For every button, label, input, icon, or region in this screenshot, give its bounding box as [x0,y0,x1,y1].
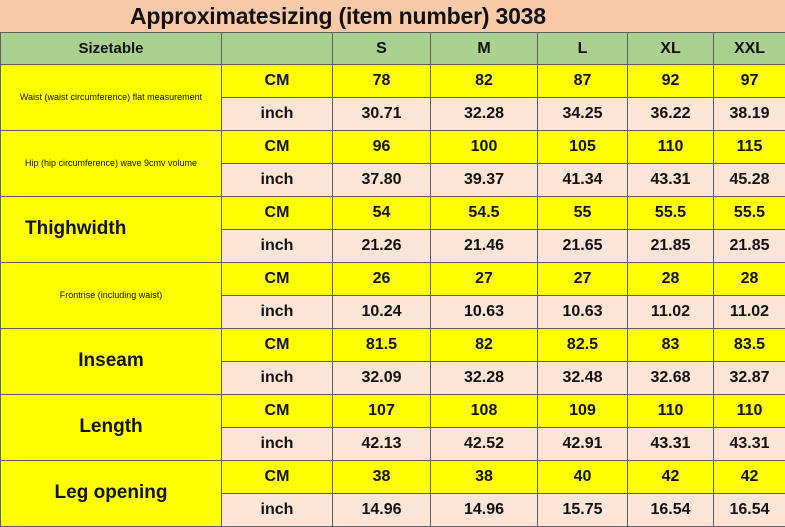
table-row [1,65,785,98]
value-cell: 110 [628,395,714,428]
table-row [1,329,785,362]
value-cell: 28 [714,263,785,296]
measurement-label: Length [1,395,222,461]
value-cell: 21.85 [714,230,785,263]
unit-cell: CM [222,197,333,230]
unit-cell: inch [222,362,333,395]
table-row [1,131,785,164]
value-cell: 42 [628,461,714,494]
size-table-body [1,33,785,527]
value-cell: 115 [714,131,785,164]
value-cell: 96 [333,131,431,164]
unit-cell: inch [222,230,333,263]
header-size-s: S [333,33,431,65]
header-row [1,33,785,65]
value-cell: 16.54 [714,494,785,527]
value-cell: 78 [333,65,431,98]
value-cell: 43.31 [714,428,785,461]
value-cell: 27 [538,263,628,296]
header-unit [222,33,333,65]
header-size-xl: XL [628,33,714,65]
value-cell: 42.52 [431,428,538,461]
value-cell: 109 [538,395,628,428]
value-cell: 11.02 [714,296,785,329]
value-cell: 32.87 [714,362,785,395]
value-cell: 38 [333,461,431,494]
value-cell: 97 [714,65,785,98]
value-cell: 32.48 [538,362,628,395]
value-cell: 34.25 [538,98,628,131]
value-cell: 10.63 [431,296,538,329]
measurement-label: Waist (waist circumference) flat measurement [1,65,222,131]
value-cell: 40 [538,461,628,494]
value-cell: 45.28 [714,164,785,197]
measurement-label: Thighwidth [1,197,222,263]
value-cell: 15.75 [538,494,628,527]
value-cell: 83 [628,329,714,362]
value-cell: 21.26 [333,230,431,263]
value-cell: 54 [333,197,431,230]
unit-cell: CM [222,461,333,494]
value-cell: 38.19 [714,98,785,131]
value-cell: 42.91 [538,428,628,461]
measurement-label: Frontrise (including waist) [1,263,222,329]
value-cell: 42 [714,461,785,494]
value-cell: 81.5 [333,329,431,362]
value-cell: 43.31 [628,164,714,197]
table-row [1,395,785,428]
value-cell: 28 [628,263,714,296]
header-size-m: M [431,33,538,65]
value-cell: 21.46 [431,230,538,263]
value-cell: 21.85 [628,230,714,263]
unit-cell: inch [222,428,333,461]
value-cell: 26 [333,263,431,296]
unit-cell: CM [222,395,333,428]
value-cell: 41.34 [538,164,628,197]
value-cell: 107 [333,395,431,428]
value-cell: 14.96 [333,494,431,527]
value-cell: 82 [431,65,538,98]
unit-cell: CM [222,263,333,296]
value-cell: 92 [628,65,714,98]
value-cell: 55.5 [714,197,785,230]
header-size-l: L [538,33,628,65]
value-cell: 14.96 [431,494,538,527]
value-cell: 83.5 [714,329,785,362]
value-cell: 100 [431,131,538,164]
table-row [1,263,785,296]
value-cell: 36.22 [628,98,714,131]
unit-cell: inch [222,98,333,131]
unit-cell: inch [222,296,333,329]
value-cell: 32.68 [628,362,714,395]
measurement-label: Inseam [1,329,222,395]
header-size-xxl: XXL [714,33,785,65]
measurement-label: Leg opening [1,461,222,527]
value-cell: 54.5 [431,197,538,230]
value-cell: 87 [538,65,628,98]
value-cell: 110 [628,131,714,164]
value-cell: 16.54 [628,494,714,527]
unit-cell: inch [222,494,333,527]
value-cell: 110 [714,395,785,428]
value-cell: 55.5 [628,197,714,230]
value-cell: 30.71 [333,98,431,131]
value-cell: 42.13 [333,428,431,461]
value-cell: 32.28 [431,98,538,131]
value-cell: 10.24 [333,296,431,329]
value-cell: 27 [431,263,538,296]
table-row [1,197,785,230]
table-row [1,461,785,494]
value-cell: 10.63 [538,296,628,329]
value-cell: 21.65 [538,230,628,263]
value-cell: 82 [431,329,538,362]
header-sizetable: Sizetable [1,33,222,65]
value-cell: 11.02 [628,296,714,329]
value-cell: 43.31 [628,428,714,461]
unit-cell: CM [222,329,333,362]
unit-cell: CM [222,65,333,98]
value-cell: 105 [538,131,628,164]
value-cell: 37.80 [333,164,431,197]
value-cell: 82.5 [538,329,628,362]
value-cell: 32.09 [333,362,431,395]
value-cell: 38 [431,461,538,494]
unit-cell: CM [222,131,333,164]
value-cell: 39.37 [431,164,538,197]
unit-cell: inch [222,164,333,197]
value-cell: 32.28 [431,362,538,395]
measurement-label: Hip (hip circumference) wave 9cmv volume [1,131,222,197]
chart-title: Approximatesizing (item number) 3038 [0,0,785,32]
value-cell: 55 [538,197,628,230]
size-table [0,32,785,527]
value-cell: 108 [431,395,538,428]
